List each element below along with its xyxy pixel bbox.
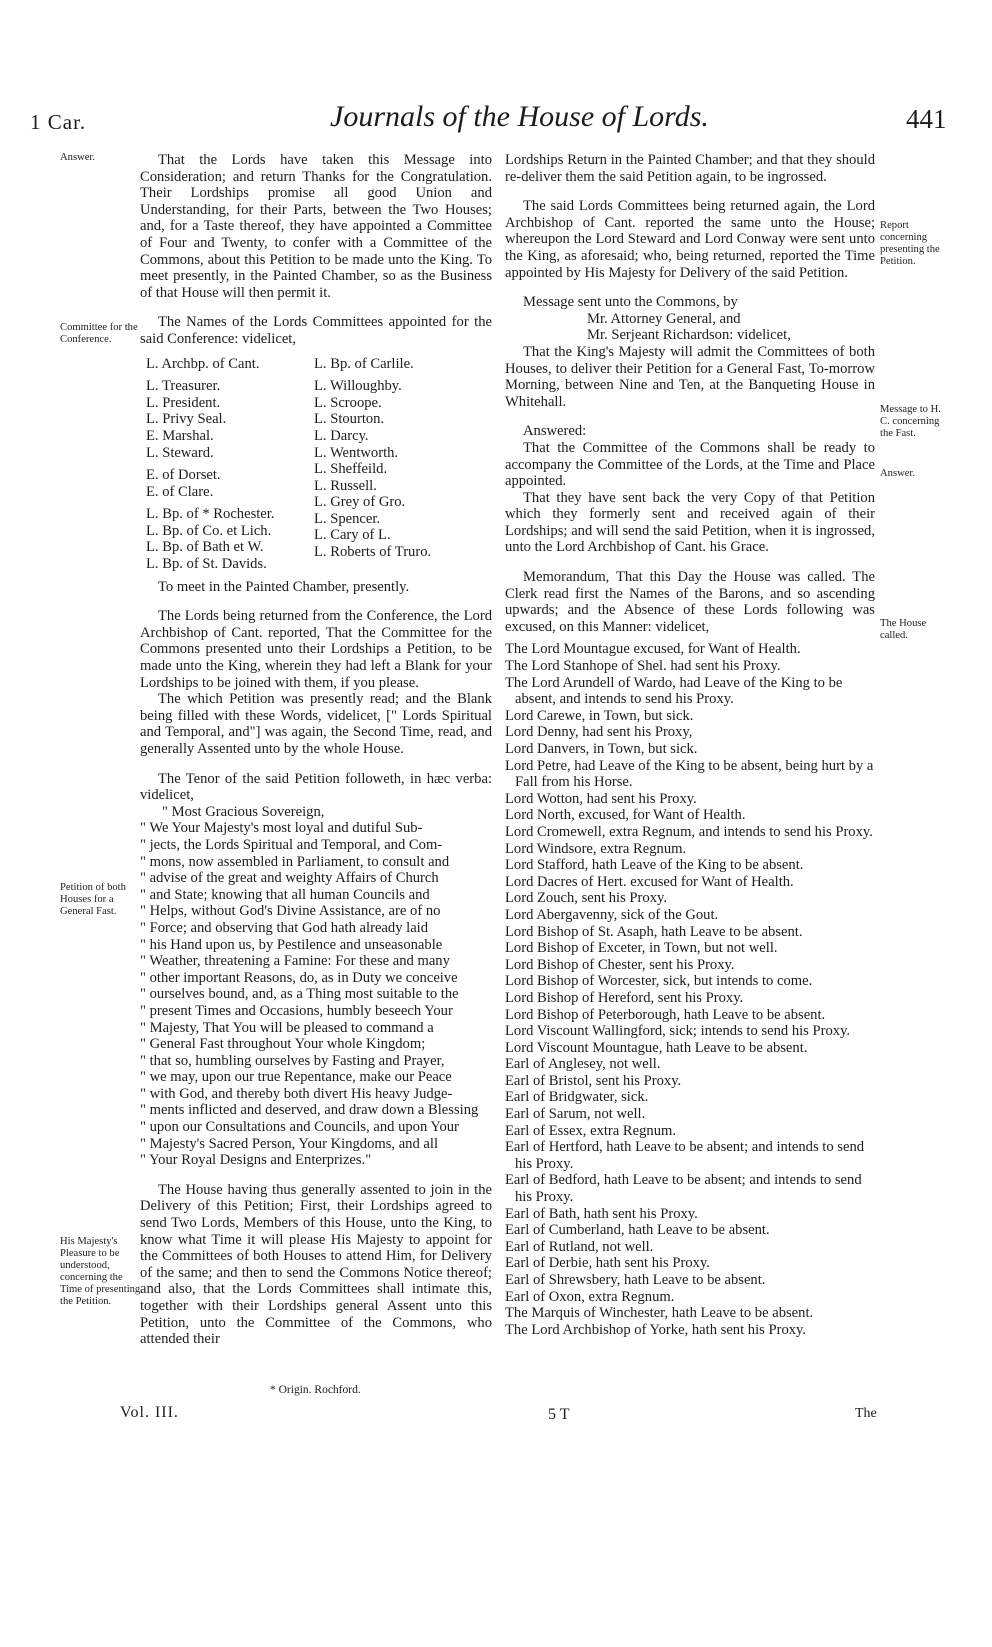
list-item: Lord Viscount Mountague, hath Leave to be absent. [505,1039,808,1056]
margin-note-answer-2: Answer. [880,468,916,479]
list-item: Lord Denny, had sent his Proxy, [505,724,693,741]
committee-member: L. Steward. [146,444,214,461]
committee-member: L. Willoughby. [314,378,402,395]
answer-paragraph: That the Lords have taken this Message into Consideration; and return Thanks for the Congratulation. Their Lordships promise all good Union and Understanding, for their Parts, between the Two Houses; and, for a Taste thereof, they have appointed a Committee of Four and Twenty, to confer with a Committee of the Commons, about this Petition to be made unto the King. To meet presently, in the Painted Chamber, so as the Business of that House will then permit it. [140,152,492,301]
list-item: Earl of Derbie, hath sent his Proxy. [505,1255,710,1272]
page-number: 441 [906,104,947,134]
committee-member: L. Stourton. [314,411,385,428]
committee-member: L. Grey of Gro. [314,494,406,511]
petition-text [140,820,492,1168]
list-item: The Lord Mountague excused, for Want of Health. [505,641,801,658]
committee-intro: The Names of the Lords Committees appointed for the said Conference: videlicet, [140,314,492,347]
list-item: Earl of Sarum, not well. [505,1106,646,1123]
answer-paragraph-1: That the Committee of the Commons shall be ready to accompany the Committee of the Lords, at the Time and Place appointed. [505,439,875,490]
signature-mark: 5 T [548,1406,570,1423]
petition-line: " we may, upon our true Repentance, make our Peace [140,1069,452,1086]
list-item: Earl of Anglesey, not well. [505,1056,661,1073]
list-item: The Marquis of Winchester, hath Leave to be absent. [505,1305,814,1322]
committee-member: L. President. [146,394,221,411]
petition-line: " We Your Majesty's most loyal and dutiful Sub- [140,820,423,837]
committee-member: L. Bp. of * Rochester. [146,506,275,523]
tenor-line: The Tenor of the said Petition followeth, in hæc verba: videlicet, [140,770,492,804]
petition-line: " Weather, threatening a Famine: For these and many [140,953,450,970]
salutation: " Most Gracious Sovereign, [162,803,325,820]
volume-label: Vol. III. [120,1404,179,1421]
list-item: Lord Bishop of Exceter, in Town, but not well. [505,940,778,957]
list-item: Lord Bishop of St. Asaph, hath Leave to be absent. [505,923,803,940]
regnal-year: 1 Car. [30,110,87,134]
margin-note-answer: Answer. [60,152,96,163]
committee-member: L. Scroope. [314,394,382,411]
petition-line: " Your Royal Designs and Enterprizes." [140,1152,372,1169]
petition-line: " that so, humbling ourselves by Fasting and Prayer, [140,1052,445,1069]
conference-report: The Lords being returned from the Conference, the Lord Archbishop of Cant. reported, That the Committee for the Commons presented unto their Lordships a Petition, to be made unto the King, wherein they had left a Blank for your Lordships to be joined with them, if you please. [140,608,492,691]
petition-line: " Majesty's Sacred Person, Your Kingdoms, and all [140,1135,439,1152]
petition-line: " present Times and Occasions, humbly beseech Your [140,1002,453,1019]
petition-line: " other important Reasons, do, as in Duty we conceive [140,969,458,986]
footnote: * Origin. Rochford. [270,1384,361,1396]
list-item: Lord Windsore, extra Regnum. [505,840,687,857]
list-item: The Lord Arundell of Wardo, had Leave of the King to be absent, and intends to send his Proxy. [505,674,843,708]
list-item: Earl of Hertford, hath Leave to be absent; and intends to send his Proxy. [505,1139,865,1172]
list-item: Lord Viscount Wallingford, sick; intends to send his Proxy. [505,1023,851,1040]
list-item: Lord Abergavenny, sick of the Gout. [505,906,719,923]
answered-heading: Answered: [523,423,587,440]
report-paragraph: The said Lords Committees being returned again, the Lord Archbishop of Cant. reported the same unto the House; whereupon the Lord Steward and Lord Conway were sent unto the King, as aforesaid; who, being returned, reported the Time appointed by His Majesty for Delivery of the said Petition. [505,198,875,281]
list-item: Earl of Bedford, hath Leave to be absent; and intends to send his Proxy. [505,1172,862,1206]
list-item: Lord Zouch, sent his Proxy. [505,890,667,907]
committee-column-1 [146,356,314,573]
list-item: Earl of Bath, hath sent his Proxy. [505,1205,698,1222]
margin-note-pleasure: His Majesty's Pleasure to be understood, concerning the Time of presenting the Petition. [60,1236,141,1307]
petition-line: " with God, and thereby both divert His heavy Judge- [140,1085,453,1102]
margin-note-message: Message to H. C. concerning the Fast. [880,404,941,439]
committee-member: L. Bp. of Carlile. [314,355,414,372]
list-item: The Lord Archbishop of Yorke, hath sent his Proxy. [505,1321,807,1338]
committee-member: L. Archbp. of Cant. [146,355,260,372]
list-item: Lord Bishop of Worcester, sick, but intends to come. [505,973,813,990]
list-item: Earl of Bridgwater, sick. [505,1089,649,1106]
committee-column-2 [314,356,482,573]
journal-title: Journals of the House of Lords. [330,100,709,133]
margin-note-petition: Petition of both Houses for a General Fast. [60,882,126,917]
petition-line: " Helps, without God's Divine Assistance, are of no [140,903,441,920]
committee-member: L. Bp. of Bath et W. [146,539,264,556]
margin-note-report: Report concerning presenting the Petition. [880,220,940,267]
message-heading: Message sent unto the Commons, by [523,294,738,311]
right-column [505,152,875,1338]
list-item: Lord Wotton, had sent his Proxy. [505,790,697,807]
committee-member: E. of Clare. [146,483,214,500]
continued-paragraph: Lordships Return in the Painted Chamber; and that they should re-deliver them the said Petition again, to be ingrossed. [505,152,875,185]
petition-line: " mons, now assembled in Parliament, to consult and [140,853,450,870]
list-item: Lord Bishop of Chester, sent his Proxy. [505,956,735,973]
list-item: Lord Petre, had Leave of the King to be absent, being hurt by a Fall from his Horse. [505,757,874,791]
committee-member: E. of Dorset. [146,467,221,484]
margin-note-house-called: The House called. [880,618,927,641]
list-item: The Lord Stanhope of Shel. had sent his Proxy. [505,658,781,675]
committee-member: E. Marshal. [146,427,214,444]
committee-member: L. Russell. [314,477,377,494]
memorandum-paragraph: Memorandum, That this Day the House was called. The Clerk read first the Names of the Barons, and so ascending upwards; and the Absence of these Lords following was excused, on this Manner: videlicet, [505,569,875,635]
petition-line: " and State; knowing that all human Councils and [140,886,430,903]
list-item: Earl of Bristol, sent his Proxy. [505,1072,682,1089]
list-item: Earl of Rutland, not well. [505,1238,654,1255]
list-item: Lord Cromewell, extra Regnum, and intends to send his Proxy. [505,823,873,840]
petition-line: " Force; and observing that God hath already laid [140,919,429,936]
committee-member: L. Darcy. [314,427,369,444]
list-item: Lord Stafford, hath Leave of the King to be absent. [505,857,804,874]
committee-member: L. Privy Seal. [146,411,227,428]
petition-line: " advise of the great and weighty Affairs of Church [140,870,439,887]
committee-list [146,356,492,573]
petition-line: " jects, the Lords Spiritual and Temporal, and Com- [140,836,443,853]
committee-member: L. Wentworth. [314,444,399,461]
list-item: Lord Dacres of Hert. excused for Want of Health. [505,873,794,890]
margin-note-committee: Committee for the Conference. [60,322,138,345]
left-column [140,152,492,1348]
petition-line: " Majesty, That You will be pleased to command a [140,1019,434,1036]
petition-line: " his Hand upon us, by Pestilence and unseasonable [140,936,443,953]
petition-line: " ourselves bound, and, as a Thing most suitable to the [140,986,459,1003]
assent-paragraph: The House having thus generally assented to join in the Delivery of this Petition; First, their Lordships agreed to send Two Lords, Members of this House, unto the King, to know what Time it will please His Majesty to appoint for the Committees of both Houses to attend Him, for Delivery of the same; and then to send the Commons Notice thereof; and also, that the Lords Committees shall intimate this, together with their Lordships general Assent unto this Petition, unto the Committee of the Commons, who attended their [140,1181,492,1348]
committee-member: L. Sheffeild. [314,461,388,478]
petition-read: The which Petition was presently read; and the Blank being filled with these Words, videlicet, [" Lords Spiritual and Temporal, and"] was again, the Second Time, read, and generally Assented unto by the whole House. [140,691,492,757]
list-item: Earl of Cumberland, hath Leave to be absent. [505,1222,770,1239]
list-item: Earl of Shrewsbery, hath Leave to be absent. [505,1272,766,1288]
list-item: Lord Bishop of Hereford, sent his Proxy. [505,989,744,1006]
committee-member: L. Bp. of St. Davids. [146,556,267,573]
list-item: Earl of Oxon, extra Regnum. [505,1288,675,1305]
committee-member: L. Roberts of Truro. [314,544,432,561]
petition-line: " upon our Consultations and Councils, and upon Your [140,1119,459,1136]
list-item: Lord Bishop of Peterborough, hath Leave to be absent. [505,1006,826,1023]
committee-member: L. Cary of L. [314,527,391,544]
excused-lords-list [505,641,875,1338]
answer-paragraph-2: That they have sent back the very Copy of that Petition which they formerly sent and received again of their Lordships; and will send the said Petition, when it is ingrossed, unto the Lord Archbishop of Cant. his Grace. [505,489,875,556]
message-bearer: Mr. Serjeant Richardson: videlicet, [587,327,791,344]
list-item: Lord Carewe, in Town, but sick. [505,707,694,724]
message-bearer: Mr. Attorney General, and [587,310,741,327]
list-item: Lord North, excused, for Want of Health. [505,807,746,824]
petition-line: " General Fast throughout Your whole Kingdom; [140,1036,426,1053]
petition-line: " ments inflicted and deserved, and draw down a Blessing [140,1102,479,1119]
committee-member: L. Spencer. [314,510,381,527]
message-paragraph: That the King's Majesty will admit the Committees of both Houses, to deliver their Petition for a General Fast, To-morrow Morning, between Nine and Ten, at the Banqueting House in Whitehall. [505,343,875,410]
list-item: Earl of Essex, extra Regnum. [505,1122,677,1139]
catchword: The [855,1406,877,1421]
meet-line: To meet in the Painted Chamber, presently. [158,578,410,595]
list-item: Lord Danvers, in Town, but sick. [505,741,698,757]
committee-member: L. Bp. of Co. et Lich. [146,522,272,539]
committee-member: L. Treasurer. [146,378,221,395]
